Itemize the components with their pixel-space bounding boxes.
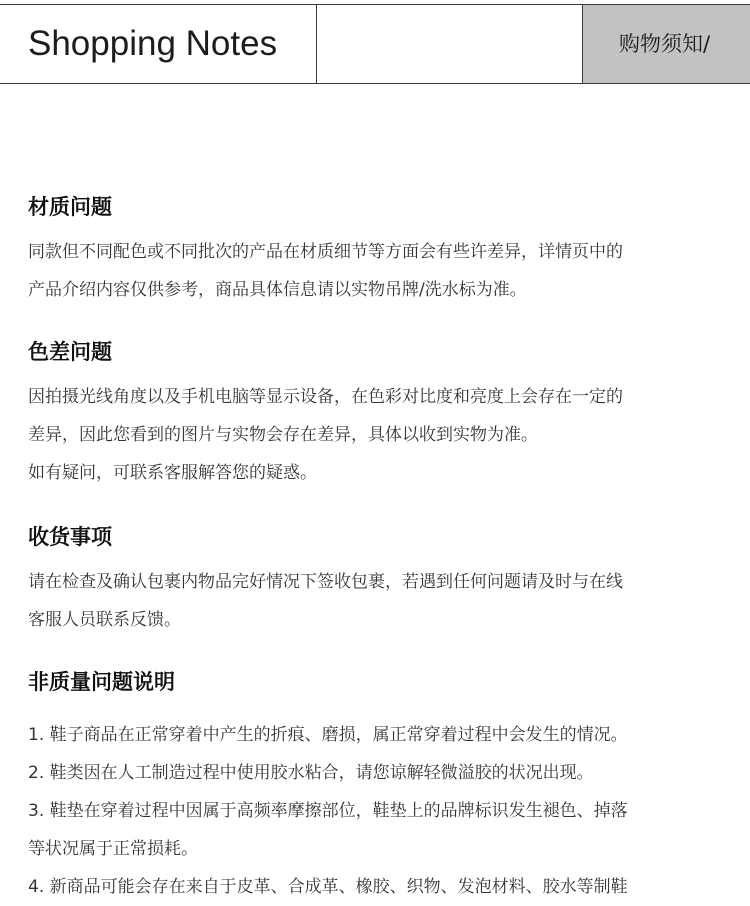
header-tag: 购物须知/ <box>582 5 750 83</box>
section-color-difference <box>28 335 728 492</box>
header-bar <box>0 4 750 84</box>
paragraph-line: 因拍摄光线角度以及手机电脑等显示设备，在色彩对比度和亮度上会存在一定的 <box>28 387 623 407</box>
list-item: 1. 鞋子商品在正常穿着中产生的折痕、磨损，属正常穿着过程中会发生的情况。 <box>28 725 628 745</box>
section-material <box>28 190 728 309</box>
paragraph-line: 请在检查及确认包裹内物品完好情况下签收包裹，若遇到任何问题请及时与在线 <box>28 572 623 592</box>
list-item: 4. 新商品可能会存在来自于皮革、合成革、橡胶、织物、发泡材料、胶水等制鞋 <box>28 877 628 897</box>
section-non-quality <box>28 665 728 906</box>
section-heading: 色差问题 <box>28 340 112 364</box>
list-item: 3. 鞋垫在穿着过程中因属于高频率摩擦部位，鞋垫上的品牌标识发生褪色、掉落 <box>28 801 628 821</box>
section-heading: 材质问题 <box>28 195 112 219</box>
paragraph-line: 产品介绍内容仅供参考，商品具体信息请以实物吊牌/洗水标为准。 <box>28 280 527 300</box>
section-heading: 非质量问题说明 <box>28 670 175 694</box>
header-spacer <box>317 5 582 83</box>
page-title: Shopping Notes <box>0 5 317 83</box>
paragraph-line: 客服人员联系反馈。 <box>28 610 181 630</box>
paragraph-line: 同款但不同配色或不同批次的产品在材质细节等方面会有些许差异，详情页中的 <box>28 242 623 262</box>
paragraph-line: 如有疑问，可联系客服解答您的疑惑。 <box>28 463 317 483</box>
paragraph-line: 差异，因此您看到的图片与实物会存在差异，具体以收到实物为准。 <box>28 425 538 445</box>
list-item: 等状况属于正常损耗。 <box>28 839 198 859</box>
section-heading: 收货事项 <box>28 525 112 549</box>
list-item: 2. 鞋类因在人工制造过程中使用胶水粘合，请您谅解轻微溢胶的状况出现。 <box>28 763 594 783</box>
section-receiving <box>28 520 728 639</box>
